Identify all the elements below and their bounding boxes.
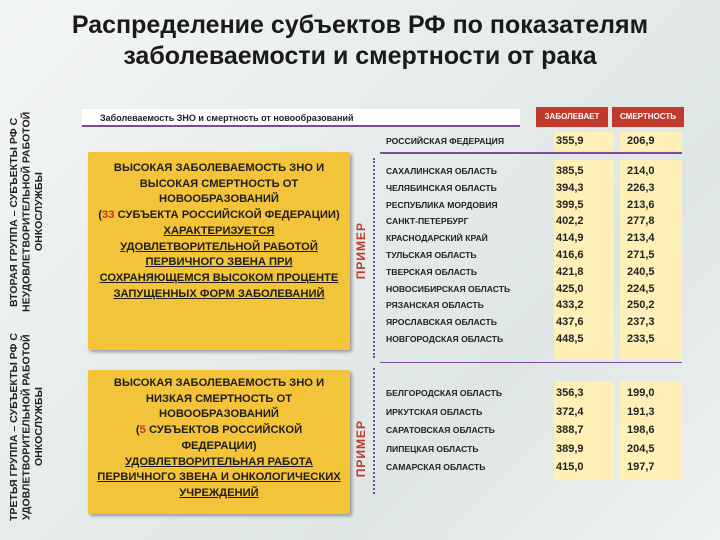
table-row [380,403,680,422]
box1-line3: ХАРАКТЕРИЗУЕТСЯ УДОВЛЕТВОРИТЕЛЬНОЙ РАБОТОЙ ПЕРВИЧНОГО ЗВЕНА ПРИ СОХРАНЯЮЩЕМСЯ ВЫСОКОМ ПРОЦЕНТЕ ЗАПУЩЕННЫХ ФОРМ ЗАБОЛЕВАНИЙ [99,224,339,300]
table-row [380,281,680,298]
box2-line1: ВЫСОКАЯ ЗАБОЛЕВАЕМОСТЬ ЗНО И НИЗКАЯ СМЕРТНОСТЬ ОТ НОВООБРАЗОВАНИЙ [113,377,325,421]
box2-line3: УДОВЛЕТВОРИТЕЛЬНАЯ РАБОТА ПЕРВИЧНОГО ЗВЕНА И ОНКОЛОГИЧЕСКИХ УЧРЕЖДЕНИЙ [97,455,341,499]
incidence-value: 415,0 [556,461,584,474]
table-row [380,331,680,348]
incidence-value: 421,8 [556,265,584,278]
table-row [380,163,680,180]
incidence-value: 402,2 [556,215,584,228]
table-row [380,297,680,314]
region-name: САНКТ-ПЕТЕРБУРГ [386,216,469,227]
example-label-2: ПРИМЕР [354,420,368,478]
region-name: ТВЕРСКАЯ ОБЛАСТЬ [386,266,478,277]
divider-dotted-2 [373,368,375,494]
region-name: ЧЕЛЯБИНСКАЯ ОБЛАСТЬ [386,182,497,193]
mortality-value: 224,5 [627,282,655,295]
incidence-value: 356,3 [556,387,584,399]
page-title: Распределение субъектов РФ по показателям заболеваемости и смертности от рака [71,11,649,70]
mortality-value: 197,7 [627,461,655,474]
col-header-mortality: СМЕРТНОСТЬ [612,107,684,127]
incidence-value: 389,9 [556,442,584,455]
mortality-value: 191,3 [627,405,655,418]
table-row [380,384,680,403]
table-row [380,197,680,214]
box1-count: 33 [102,209,115,222]
region-name: РЕСПУБЛИКА МОРДОВИЯ [386,199,498,210]
incidence-value: 414,9 [556,232,584,245]
incidence-value: 437,6 [556,316,584,329]
table-row [380,213,680,230]
group2-bottom-rule [380,362,682,363]
mortality-value: 214,0 [627,165,655,177]
incidence-value: 448,5 [556,332,584,345]
russia-incidence: 355,9 [556,135,584,147]
group3-description-box [88,370,350,514]
region-name: САМАРСКАЯ ОБЛАСТЬ [386,462,486,473]
mortality-value: 226,3 [627,181,655,194]
incidence-value: 416,6 [556,248,584,261]
region-name: НОВОСИБИРСКАЯ ОБЛАСТЬ [386,283,511,294]
mortality-value: 213,6 [627,198,655,211]
table-row [380,180,680,197]
mortality-value: 199,0 [627,387,655,399]
group2-description-box [88,152,350,350]
table-row [380,421,680,440]
col-header-incidence: ЗАБОЛЕВАЕТ [536,107,608,127]
group3-label: ТРЕТЬЯ ГРУППА – СУБЪЕКТЫ РФ С УДОВЛЕТВОРИТЕЛЬНОЙ РАБОТОЙ ОНКОСЛУЖБЫ [8,333,45,522]
incidence-value: 372,4 [556,405,584,418]
mortality-value: 204,5 [627,442,655,455]
incidence-value: 394,3 [556,181,584,194]
box1-count-rest: СУБЪЕКТА РОССИЙСКОЙ ФЕДЕРАЦИИ) [114,209,340,222]
russia-name: РОССИЙСКАЯ ФЕДЕРАЦИЯ [386,136,505,146]
example-label-1: ПРИМЕР [354,222,368,280]
table-row [380,230,680,247]
incidence-value: 399,5 [556,198,584,211]
incidence-value: 433,2 [556,299,584,312]
region-name: БЕЛГОРОДСКАЯ ОБЛАСТЬ [386,388,503,398]
table-row [380,247,680,264]
incidence-value: 385,5 [556,165,584,177]
group2-table [380,163,680,348]
divider-dotted-1 [373,158,375,358]
table-row [380,458,680,477]
mortality-value: 240,5 [627,265,655,278]
region-name: ЛИПЕЦКАЯ ОБЛАСТЬ [386,443,479,454]
box1-count-line [88,208,350,224]
region-name: КРАСНОДАРСКИЙ КРАЙ [386,233,488,244]
group3-table [380,384,680,477]
mortality-value: 277,8 [627,215,655,228]
table-row [380,264,680,281]
mortality-value: 233,5 [627,332,655,345]
box1-count-open: ( [98,209,103,222]
box2-count-line [88,423,350,454]
table-row [380,440,680,459]
region-name: ТУЛЬСКАЯ ОБЛАСТЬ [386,249,477,260]
mortality-value: 271,5 [627,248,655,261]
region-name: САРАТОВСКАЯ ОБЛАСТЬ [386,425,495,436]
russia-row [380,130,682,154]
mortality-value: 237,3 [627,316,655,329]
mortality-value: 198,6 [627,424,655,437]
region-name: ИРКУТСКАЯ ОБЛАСТЬ [386,406,483,417]
box2-count-open: ( [135,424,140,437]
section-title: Заболеваемость ЗНО и смертность от новообразований [82,109,520,127]
table-row [380,314,680,331]
russia-mortality: 206,9 [627,135,655,147]
box1-line1: ВЫСОКАЯ ЗАБОЛЕВАЕМОСТЬ ЗНО И ВЫСОКАЯ СМЕРТНОСТЬ ОТ НОВООБРАЗОВАНИЙ [113,162,325,206]
region-name: РЯЗАНСКАЯ ОБЛАСТЬ [386,300,484,311]
region-name: ЯРОСЛАВСКАЯ ОБЛАСТЬ [386,317,497,328]
group2-label: ВТОРАЯ ГРУППА – СУБЪЕКТЫ РФ С НЕУДОВЛЕТВОРИТЕЛЬНОЙ РАБОТОЙ ОНКОСЛУЖБЫ [8,111,45,313]
box2-count-rest: СУБЪЕКТОВ РОССИЙСКОЙ ФЕДЕРАЦИИ) [145,424,303,452]
box2-count: 5 [139,424,146,437]
region-name: НОВГОРОДСКАЯ ОБЛАСТЬ [386,333,504,344]
mortality-value: 213,4 [627,232,655,245]
region-name: САХАЛИНСКАЯ ОБЛАСТЬ [386,166,497,176]
incidence-value: 425,0 [556,282,584,295]
mortality-value: 250,2 [627,299,655,312]
incidence-value: 388,7 [556,424,584,437]
